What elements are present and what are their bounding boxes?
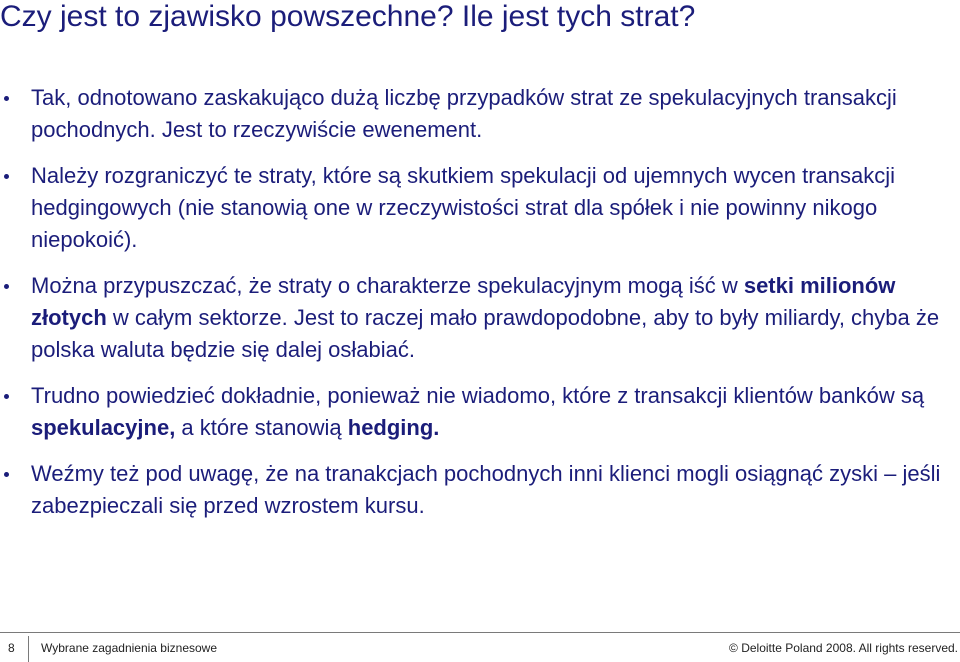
footer-divider (0, 632, 960, 633)
bullet-text: Należy rozgraniczyć te straty, które są skutkiem spekulacji od ujemnych wycen transakcji hedgingowych (nie stanowią one w rzeczywistości strat dla spółek i nie powinny nikogo niepokoić). (31, 163, 896, 252)
bullet-list (0, 82, 950, 536)
bullet-item (0, 160, 950, 256)
bullet-item (0, 458, 950, 522)
page-number: 8 (8, 641, 15, 655)
bullet-text: w całym sektorze. Jest to raczej mało prawdopodobne, aby to były miliardy, chyba że polska waluta będzie się dalej osłabiać. (31, 305, 940, 362)
bullet-item (0, 270, 950, 366)
bullet-text: a które stanowią (175, 415, 348, 440)
footer-copyright: © Deloitte Poland 2008. All rights reserved. (729, 641, 958, 655)
bullet-text-bold: hedging. (347, 415, 440, 440)
footer-topic: Wybrane zagadnienia biznesowe (41, 641, 218, 655)
bullet-text: Tak, odnotowano zaskakująco dużą liczbę przypadków strat ze spekulacyjnych transakcji pochodnych. Jest to rzeczywiście ewenement. (31, 85, 897, 142)
bullet-dot-icon (4, 96, 9, 101)
bullet-text: Można przypuszczać, że straty o charakterze spekulacyjnym mogą iść w (31, 273, 744, 298)
bullet-dot-icon (4, 394, 9, 399)
bullet-item (0, 380, 950, 444)
footer-separator (28, 636, 29, 662)
bullet-dot-icon (4, 174, 9, 179)
slide-title: Czy jest to zjawisko powszechne? Ile jest tych strat? (0, 0, 696, 33)
bullet-dot-icon (4, 472, 9, 477)
bullet-text-bold: spekulacyjne, (31, 415, 176, 440)
bullet-text-bold: setki milionów złotych (31, 273, 896, 330)
bullet-text: Weźmy też pod uwagę, że na tranakcjach pochodnych inni klienci mogli osiągnąć zyski – jeśli zabezpieczali się przed wzrostem kursu. (31, 461, 941, 518)
bullet-item (0, 82, 950, 146)
bullet-dot-icon (4, 284, 9, 289)
bullet-text: Trudno powiedzieć dokładnie, ponieważ nie wiadomo, które z transakcji klientów banków są (31, 383, 925, 408)
